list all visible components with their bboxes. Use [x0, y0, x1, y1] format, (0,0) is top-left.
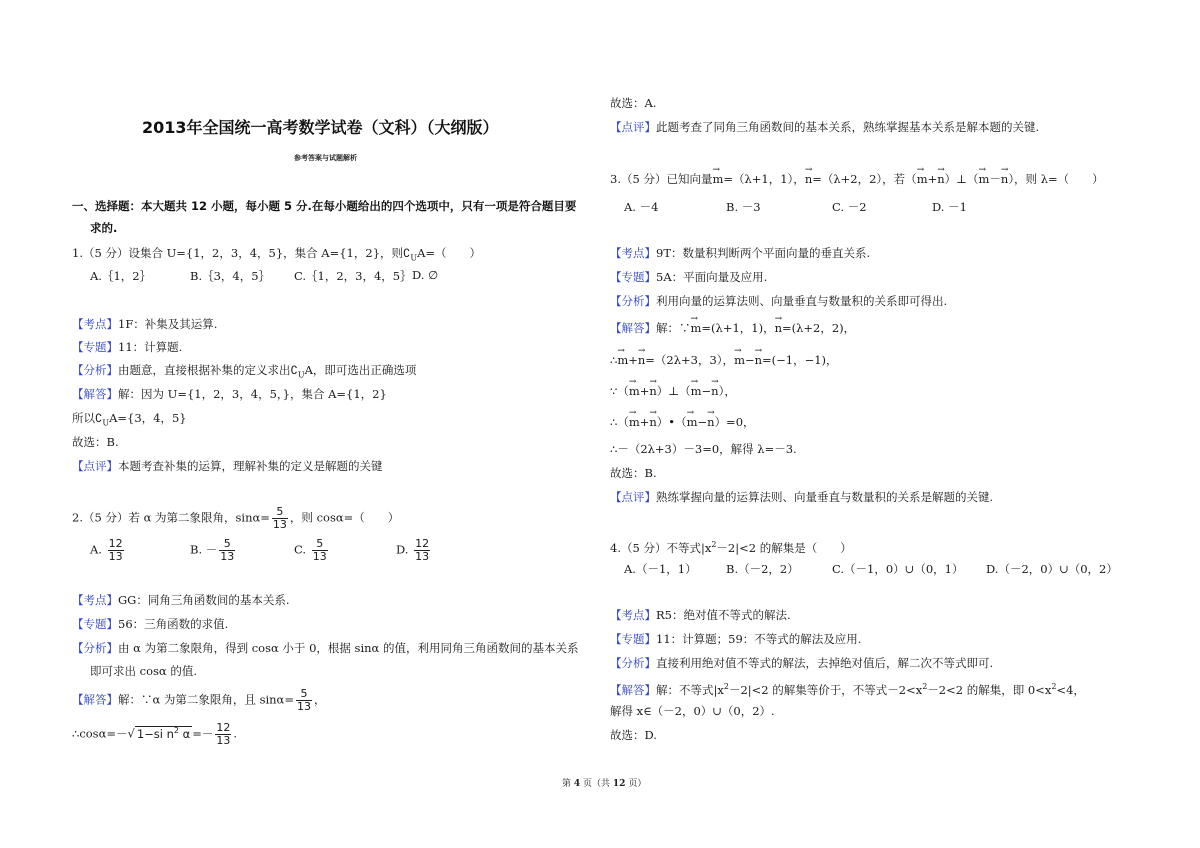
q3-choice: 故选：B. [610, 466, 657, 480]
q4-option-d: D.（－2，0）∪（0，2） [986, 562, 1118, 576]
q3-kaodian: 【考点】9T：数量积判断两个平面向量的垂直关系. [610, 246, 871, 260]
q2-stem-fraction: $\frac{5}{13}$ [272, 505, 287, 531]
q1-option-c: C.｛1，2，3，4，5｝ [294, 269, 412, 283]
page-number: 4 [573, 779, 581, 789]
q4-option-c: C.（－1，0）∪（0，1） [832, 562, 964, 576]
q2-choice: 故选：A. [610, 96, 657, 110]
q1-zhuanti: 【专题】11：计算题. [72, 340, 183, 354]
q3-line5: ∴－（2λ+3）－3=0，解得 λ=－3. [610, 442, 797, 456]
q2-zhuanti: 【专题】56：三角函数的求值. [72, 617, 229, 631]
q2-cos-line: ∴cosα=－√ 1−si $n^2$ α =－ $\frac{12}{13}$ . [72, 721, 238, 747]
q2-fenxi-line2: 即可求出 cosα 的值. [90, 664, 197, 678]
q4-fenxi: 【分析】直接利用绝对值不等式的解法，去掉绝对值后，解二次不等式即可. [610, 656, 994, 670]
q3-jieda: 【解答】解：∵→ m=(λ+1，1)，→ n=(λ+2，2)， [610, 320, 855, 336]
q4-choice: 故选：D. [610, 728, 657, 742]
section-heading-line1: 一、选择题：本大题共 12 小题，每小题 5 分.在每小题给出的四个选项中，只有一项是符合题目要 [72, 199, 577, 213]
q4-option-b: B.（－2，2） [726, 562, 799, 576]
q1-fenxi: 【分析】由题意，直接根据补集的定义求出$∁_UA$，即可选出正确选项 [72, 363, 417, 380]
q3-line2: ∴→ m+→ n=（2λ+3，3），→ m−→ n=(−1，−1)， [610, 352, 838, 368]
page-subtitle: 参考答案与试题解析 [294, 154, 357, 162]
sqrt-expression: √ 1−si $n^2$ α [127, 725, 191, 741]
q2-dianping: 【点评】此题考查了同角三角函数间的基本关系，熟练掌握基本关系是解本题的关键. [610, 120, 1040, 134]
q2-stem: 2.（5 分）若 α 为第二象限角，sinα= $\frac{5}{13}$ ，则 cosα=（ ） [72, 505, 400, 531]
q1-stem: 1.（5 分）设集合 U={1，2，3，4，5}，集合 A={1，2}，则$∁_UA=$（ ） [72, 246, 482, 263]
q1-choice: 故选：B. [72, 435, 119, 449]
q3-line4: ∴（→ m+→ n）•（→ m−→ n）=0， [610, 414, 755, 430]
q3-fenxi: 【分析】利用向量的运算法则、向量垂直与数量积的关系即可得出. [610, 294, 948, 308]
q3-option-c: C. －2 [832, 200, 867, 214]
q2-option-c: C. $\frac{5}{13}$ [294, 537, 327, 563]
q1-dianping: 【点评】本题考查补集的运算，理解补集的定义是解题的关键 [72, 459, 383, 473]
q2-kaodian: 【考点】GG：同角三角函数间的基本关系. [72, 593, 290, 607]
q4-line2: 解得 x∈（－2，0）∪（0，2）. [610, 704, 775, 718]
q3-zhuanti: 【专题】5A：平面向量及应用. [610, 270, 768, 284]
page-title: 2013年全国统一高考数学试卷（文科）（大纲版） [142, 118, 499, 137]
q3-stem: 3.（5 分）已知向量→ m=（λ+1，1），→ n=（λ+2，2），若（→ m+→ n）⊥（→ m－→ n），则 λ=（ ） [610, 171, 1104, 187]
section-heading-line2: 求的. [90, 221, 118, 235]
q2-option-d: D. $\frac{12}{13}$ [396, 537, 430, 563]
q4-kaodian: 【考点】R5：绝对值不等式的解法. [610, 608, 791, 622]
page-total: 12 [612, 779, 626, 789]
q1-option-d: D. ∅ [412, 268, 439, 282]
q1-solution-line: 所以$∁_UA=\{3$，4，5} [72, 411, 187, 428]
q1-kaodian: 【考点】1F：补集及其运算. [72, 317, 218, 331]
q2-jieda: 【解答】解：∵α 为第二象限角，且 sinα= $\frac{5}{13}$ ， [72, 687, 326, 713]
q1-option-b: B.｛3，4，5｝ [190, 269, 271, 283]
q3-option-b: B. －3 [726, 200, 761, 214]
q2-option-b: B. － $\frac{5}{13}$ [190, 537, 235, 563]
q3-line3: ∵（→ m+→ n）⊥（→ m−→ n）， [610, 383, 736, 399]
q4-option-a: A.（－1，1） [624, 562, 697, 576]
q4-stem: 4.（5 分）不等式$|x^2-2|<2$ 的解集是（ ） [610, 540, 852, 555]
q4-jieda: 【解答】解：不等式$|x^2-2|<2$ 的解集等价于，不等式$-2<x^2-2<2$ 的解集，即 $0<x^2<4$， [610, 682, 1085, 697]
q1-jieda: 【解答】解：因为 U={1，2，3，4，5，}，集合 A={1，2} [72, 387, 387, 401]
q3-dianping: 【点评】熟练掌握向量的运算法则、向量垂直与数量积的关系是解题的关键. [610, 490, 994, 504]
page-footer: 第 4 页（共 12 页） [562, 779, 647, 789]
q3-option-d: D. －1 [932, 200, 967, 214]
q4-zhuanti: 【专题】11：计算题；59：不等式的解法及应用. [610, 632, 862, 646]
q3-option-a: A. －4 [624, 200, 659, 214]
q2-fenxi: 【分析】由 α 为第二象限角，得到 cosα 小于 0，根据 sinα 的值，利用同角三角函数间的基本关系 [72, 641, 579, 655]
q2-option-a: A. $\frac{12}{13}$ [90, 537, 123, 563]
q1-option-a: A.｛1，2｝ [90, 269, 152, 283]
